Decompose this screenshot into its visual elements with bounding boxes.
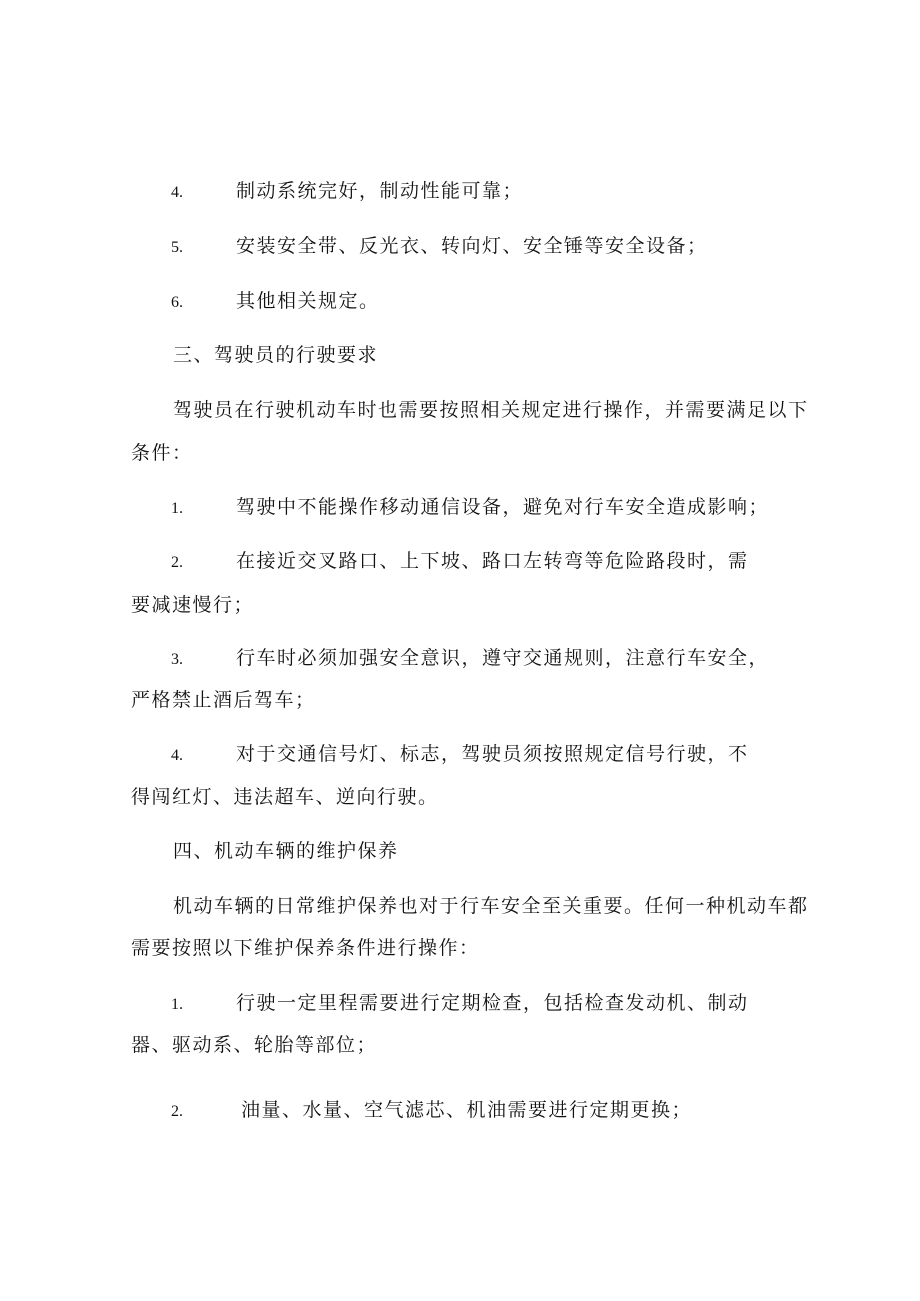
list-item-text: 行车时必须加强安全意识，遵守交通规则，注意行车安全， (236, 647, 770, 669)
list-item-text: 对于交通信号灯、标志，驾驶员须按照规定信号行驶，不 (236, 743, 749, 765)
list-number: 2. (171, 1103, 183, 1120)
list-item-text: 其他相关规定。 (236, 290, 380, 312)
list-number: 2. (171, 554, 183, 571)
list-number: 6. (171, 294, 183, 311)
list-item-text: 制动系统完好，制动性能可靠； (236, 180, 524, 202)
list-item-text: 行驶一定里程需要进行定期检查，包括检查发动机、制动 (236, 992, 749, 1014)
paragraph-line: 需要按照以下维护保养条件进行操作： (131, 937, 480, 959)
list-number: 5. (171, 239, 183, 256)
list-item-text-continued: 要减速慢行； (131, 594, 255, 616)
list-item-text: 油量、水量、空气滤芯、机油需要进行定期更换； (241, 1099, 693, 1121)
list-item-text-continued: 器、驱动系、轮胎等部位； (131, 1034, 378, 1056)
paragraph-line: 驾驶员在行驶机动车时也需要按照相关规定进行操作，并需要满足以下 (173, 399, 809, 421)
list-item-text: 在接近交叉路口、上下坡、路口左转弯等危险路段时，需 (236, 550, 749, 572)
paragraph-line: 条件： (131, 442, 193, 464)
list-number: 4. (171, 184, 183, 201)
list-number: 1. (171, 500, 183, 517)
list-number: 1. (171, 996, 183, 1013)
list-number: 3. (171, 651, 183, 668)
list-number: 4. (171, 747, 183, 764)
section-heading: 三、驾驶员的行驶要求 (173, 344, 379, 366)
list-item-text: 驾驶中不能操作移动通信设备，避免对行车安全造成影响； (236, 496, 770, 518)
list-item-text: 安装安全带、反光衣、转向灯、安全锤等安全设备； (236, 235, 708, 257)
paragraph-line: 机动车辆的日常维护保养也对于行车安全至关重要。任何一种机动车都 (173, 895, 809, 917)
section-heading: 四、机动车辆的维护保养 (173, 840, 399, 862)
list-item-text-continued: 得闯红灯、违法超车、逆向行驶。 (131, 786, 439, 808)
list-item-text-continued: 严格禁止酒后驾车； (131, 689, 316, 711)
